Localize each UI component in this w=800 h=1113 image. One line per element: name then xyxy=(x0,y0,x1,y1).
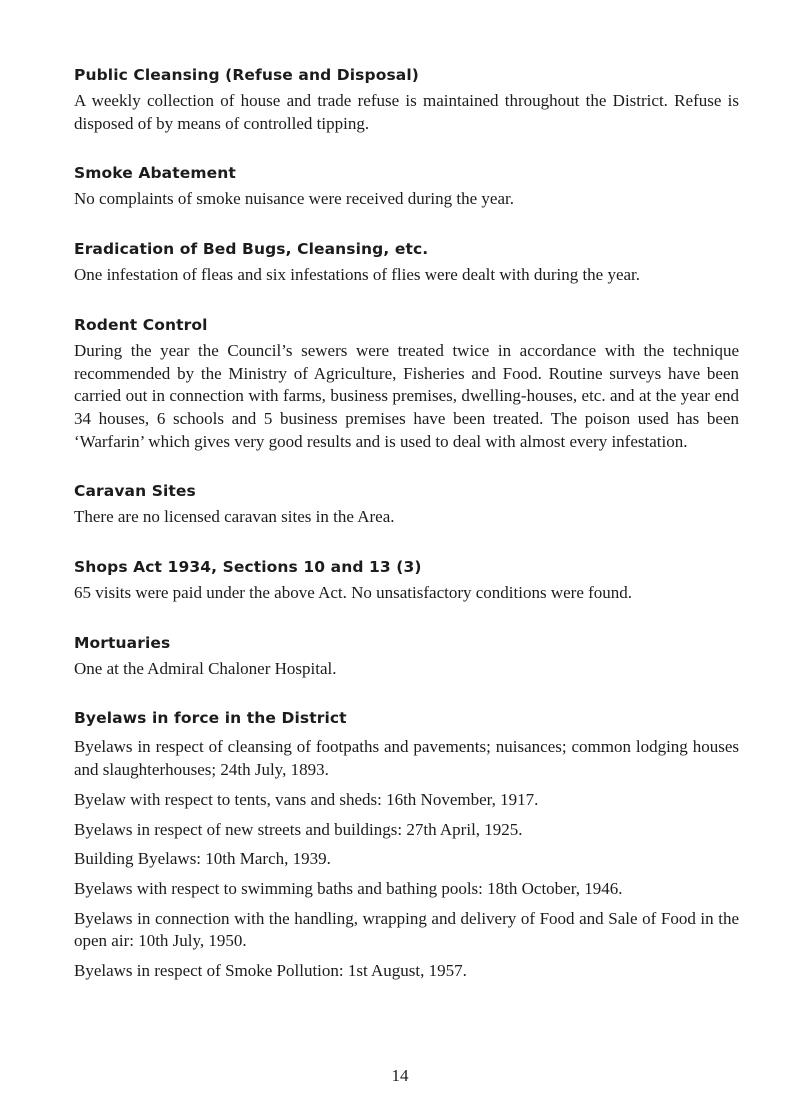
byelaw-entry: Byelaw with respect to tents, vans and sheds: 16th November, 1917. xyxy=(74,789,539,809)
section-eradication-bed-bugs xyxy=(74,238,739,287)
byelaw-entry: Byelaws in connection with the handling, wrapping and delivery of Food and Sale of Food in the open air: 10th July, 1950. xyxy=(74,908,739,951)
section-heading: Caravan Sites xyxy=(74,482,196,501)
section-heading: Byelaws in force in the District xyxy=(74,709,347,728)
section-paragraph: One at the Admiral Chaloner Hospital. xyxy=(74,658,337,678)
section-rodent-control xyxy=(74,314,739,454)
byelaw-entry: Byelaws in respect of cleansing of footpaths and pavements; nuisances; common lodging houses and slaughterhouses; 24th July, 1893. xyxy=(74,737,739,780)
section-paragraph: No complaints of smoke nuisance were received during the year. xyxy=(74,189,514,209)
section-heading: Smoke Abatement xyxy=(74,164,236,183)
byelaw-entry: Byelaws in respect of new streets and buildings: 27th April, 1925. xyxy=(74,819,523,839)
byelaw-entry: Byelaws in respect of Smoke Pollution: 1st August, 1957. xyxy=(74,961,467,981)
section-shops-act xyxy=(74,556,739,605)
section-paragraph: There are no licensed caravan sites in the Area. xyxy=(74,507,395,527)
page-number: 14 xyxy=(391,1066,409,1085)
section-heading: Public Cleansing (Refuse and Disposal) xyxy=(74,66,419,84)
section-caravan-sites xyxy=(74,480,739,529)
section-heading: Shops Act 1934, Sections 10 and 13 (3) xyxy=(74,558,422,577)
byelaw-entry: Byelaws with respect to swimming baths and bathing pools: 18th October, 1946. xyxy=(74,878,623,898)
section-public-cleansing xyxy=(74,64,739,135)
byelaw-entry: Building Byelaws: 10th March, 1939. xyxy=(74,849,331,869)
section-paragraph: A weekly collection of house and trade refuse is maintained throughout the District. Refuse is disposed of by means of controlled tipping. xyxy=(74,91,739,133)
section-heading: Rodent Control xyxy=(74,315,208,334)
document-page xyxy=(74,64,739,1010)
section-smoke-abatement xyxy=(74,162,739,211)
section-paragraph: One infestation of fleas and six infestations of flies were dealt with during the year. xyxy=(74,265,641,285)
section-heading: Eradication of Bed Bugs, Cleansing, etc. xyxy=(74,240,429,259)
section-paragraph: 65 visits were paid under the above Act. No unsatisfactory conditions were found. xyxy=(74,583,633,603)
section-mortuaries xyxy=(74,632,739,681)
section-paragraph: During the year the Council’s sewers were treated twice in accordance with the technique recommended by the Ministry of Agriculture, Fisheries and Food. Routine surveys have been carried out in connection with farms, business premises, dwelling-houses, etc. and at the year end 34 houses, 6 schools and 5 business premises have been treated. The poison used has been ‘Warfarin’ which gives very good results and is used to deal with almost every infestation. xyxy=(74,340,739,451)
section-byelaws xyxy=(74,707,739,982)
section-heading: Mortuaries xyxy=(74,633,171,652)
